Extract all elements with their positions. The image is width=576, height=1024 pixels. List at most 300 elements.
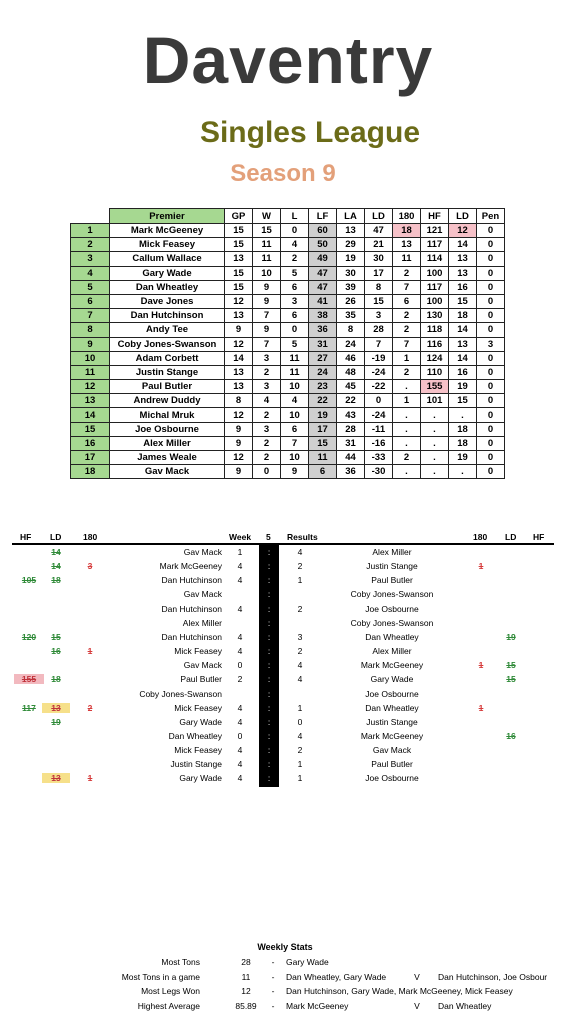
- column-header: LD: [365, 209, 393, 224]
- score-separator: :: [267, 716, 271, 727]
- home-ld: 14: [51, 547, 61, 557]
- column-header: LF: [309, 209, 337, 224]
- league-header-row: [71, 209, 505, 224]
- stat-cell: 0: [477, 280, 505, 294]
- result-row: [0, 688, 576, 702]
- home-score: 0: [237, 660, 243, 671]
- away-player: Mark McGeeney: [360, 730, 424, 741]
- result-row: [0, 673, 576, 687]
- stat-cell: 7: [393, 337, 421, 351]
- away-score: 1: [297, 773, 303, 784]
- stat-cell: 38: [309, 309, 337, 323]
- home-score: 4: [237, 759, 243, 770]
- player-name-cell: Mark McGeeney: [110, 224, 225, 238]
- away-score: 2: [297, 646, 303, 657]
- position-cell: 10: [71, 351, 110, 365]
- stat-vs: V: [414, 971, 420, 982]
- away-player: Joe Osbourne: [365, 773, 419, 784]
- stat-cell: 22: [309, 394, 337, 408]
- column-header: 180: [393, 209, 421, 224]
- away-score: 1: [297, 759, 303, 770]
- table-row: [71, 365, 505, 379]
- stat-cell: 7: [253, 309, 281, 323]
- stat-cell: 0: [477, 380, 505, 394]
- stat-cell: 14: [225, 351, 253, 365]
- table-row: [71, 280, 505, 294]
- stat-cell: 36: [309, 323, 337, 337]
- home-score: 4: [237, 745, 243, 756]
- score-separator: :: [267, 631, 271, 642]
- player-name-cell: Dave Jones: [110, 294, 225, 308]
- stat-cell: 11: [253, 238, 281, 252]
- stat-cell: 3: [477, 337, 505, 351]
- stat-cell: 13: [225, 252, 253, 266]
- stat-cell: 9: [225, 422, 253, 436]
- results-divider: [12, 543, 554, 545]
- home-player: Mark McGeeney: [159, 561, 222, 572]
- away-180-header: 180: [473, 532, 488, 542]
- stat-cell: 0: [253, 465, 281, 479]
- stat-label: Most Tons in a game: [121, 971, 200, 982]
- home-score: 0: [237, 730, 243, 741]
- stat-cell: 60: [309, 224, 337, 238]
- table-row: [71, 294, 505, 308]
- stat-cell: 0: [477, 252, 505, 266]
- result-row: [0, 702, 576, 716]
- stat-cell: 100: [421, 294, 449, 308]
- stats-row: [0, 972, 576, 986]
- stat-cell: 101: [421, 394, 449, 408]
- away-score: 4: [297, 547, 303, 557]
- home-ld: 18: [51, 575, 61, 586]
- away-player: Coby Jones-Swanson: [350, 589, 434, 600]
- stat-cell: 31: [337, 436, 365, 450]
- league-table: [70, 208, 505, 479]
- away-player: Paul Butler: [371, 575, 413, 586]
- stat-cell: 0: [477, 238, 505, 252]
- score-separator: :: [267, 646, 271, 657]
- stat-cell: 2: [253, 408, 281, 422]
- stat-cell: 3: [281, 294, 309, 308]
- stat-cell: 2: [393, 309, 421, 323]
- stat-cell: 121: [421, 224, 449, 238]
- home-score: 4: [237, 603, 243, 614]
- stat-cell: 13: [393, 238, 421, 252]
- player-name-cell: Dan Wheatley: [110, 280, 225, 294]
- stat-cell: 3: [253, 351, 281, 365]
- stats-row: [0, 957, 576, 971]
- stat-cell: 19: [449, 451, 477, 465]
- league-subtitle: Singles League: [199, 116, 421, 149]
- stat-cell: 48: [337, 365, 365, 379]
- stat-cell: .: [421, 436, 449, 450]
- home-ld: 14: [51, 561, 61, 572]
- table-row: [71, 351, 505, 365]
- stat-cell: 12: [225, 451, 253, 465]
- player-name-cell: Michal Mruk: [110, 408, 225, 422]
- stat-cell: 11: [281, 365, 309, 379]
- score-separator: :: [267, 547, 271, 557]
- home-player: Dan Wheatley: [168, 730, 222, 741]
- stat-cell: 12: [225, 294, 253, 308]
- stat-cell: 155: [421, 380, 449, 394]
- stat-label: Highest Average: [137, 1000, 200, 1011]
- away-player: Paul Butler: [371, 759, 413, 770]
- week-number: 5: [266, 532, 271, 542]
- table-row: [71, 408, 505, 422]
- player-name-cell: Dan Hutchinson: [110, 309, 225, 323]
- stat-value: 11: [241, 971, 251, 982]
- stat-cell: 100: [421, 266, 449, 280]
- stat-cell: 3: [365, 309, 393, 323]
- result-row: [0, 574, 576, 588]
- home-player: Gary Wade: [179, 773, 222, 784]
- stat-cell: 27: [309, 351, 337, 365]
- stat-cell: 2: [281, 252, 309, 266]
- stat-cell: 47: [309, 280, 337, 294]
- stat-cell: .: [449, 465, 477, 479]
- stat-cell: 2: [393, 323, 421, 337]
- stat-cell: 39: [337, 280, 365, 294]
- stat-cell: 6: [281, 422, 309, 436]
- column-header: L: [281, 209, 309, 224]
- stat-cell: 0: [477, 224, 505, 238]
- away-score: 2: [297, 603, 303, 614]
- position-cell: 12: [71, 380, 110, 394]
- stat-cell: 9: [281, 465, 309, 479]
- column-header: LA: [337, 209, 365, 224]
- player-name-cell: Mick Feasey: [110, 238, 225, 252]
- home-score: 4: [237, 716, 243, 727]
- home-ld: 16: [51, 646, 61, 657]
- away-score: 4: [297, 730, 303, 741]
- stat-dash: -: [271, 971, 275, 982]
- stat-cell: 117: [421, 238, 449, 252]
- player-name-cell: Alex Miller: [110, 436, 225, 450]
- stat-cell: 0: [365, 394, 393, 408]
- result-row: [0, 603, 576, 617]
- away-player: Dan Wheatley: [365, 702, 419, 713]
- home-player: Gav Mack: [183, 660, 222, 671]
- home-hf: 155: [14, 674, 44, 684]
- stat-cell: 15: [225, 238, 253, 252]
- stat-cell: .: [449, 408, 477, 422]
- stat-value: 28: [241, 957, 251, 967]
- stat-cell: 15: [449, 294, 477, 308]
- stat-cell: 15: [225, 280, 253, 294]
- position-cell: 16: [71, 436, 110, 450]
- stat-cell: 11: [253, 252, 281, 266]
- away-ld: 19: [506, 631, 516, 642]
- result-row: [0, 546, 576, 560]
- player-name-cell: Andy Tee: [110, 323, 225, 337]
- stat-cell: 16: [449, 365, 477, 379]
- stat-cell: 17: [365, 266, 393, 280]
- table-row: [71, 309, 505, 323]
- stat-cell: 10: [281, 451, 309, 465]
- home-180: 3: [87, 561, 93, 572]
- stat-dash: -: [271, 957, 275, 967]
- stat-cell: 15: [365, 294, 393, 308]
- stat-cell: 3: [253, 380, 281, 394]
- result-row: [0, 588, 576, 602]
- stat-cell: 116: [421, 337, 449, 351]
- stat-cell: 36: [337, 465, 365, 479]
- position-cell: 13: [71, 394, 110, 408]
- away-score: 0: [297, 716, 303, 727]
- home-hf: 120: [21, 631, 37, 642]
- stat-cell: 16: [449, 280, 477, 294]
- stat-cell: 13: [225, 309, 253, 323]
- stat-cell: 18: [393, 224, 421, 238]
- stat-cell: 35: [337, 309, 365, 323]
- position-cell: 1: [71, 224, 110, 238]
- player-name-cell: Gav Mack: [110, 465, 225, 479]
- stat-opponent: Dan Hutchinson, Joe Osbour: [438, 971, 548, 982]
- stat-cell: 23: [309, 380, 337, 394]
- stat-cell: 24: [309, 365, 337, 379]
- stat-cell: 2: [393, 451, 421, 465]
- score-separator: :: [267, 674, 271, 685]
- stat-cell: 118: [421, 323, 449, 337]
- stat-cell: .: [393, 436, 421, 450]
- stat-cell: 18: [449, 422, 477, 436]
- stat-cell: 4: [281, 238, 309, 252]
- stat-cell: 0: [477, 394, 505, 408]
- home-ld: 13: [42, 773, 70, 783]
- home-player: Dan Hutchinson: [161, 575, 222, 586]
- home-180: 1: [87, 646, 93, 657]
- stat-value: 85.89: [235, 1000, 257, 1011]
- home-hf: 117: [22, 702, 36, 713]
- result-row: [0, 716, 576, 730]
- home-score: 4: [237, 646, 243, 657]
- away-ld-header: LD: [505, 532, 517, 542]
- position-cell: 14: [71, 408, 110, 422]
- stat-cell: -24: [365, 365, 393, 379]
- stat-cell: -11: [365, 422, 393, 436]
- table-row: [71, 394, 505, 408]
- player-name-cell: Gary Wade: [110, 266, 225, 280]
- stat-cell: .: [421, 465, 449, 479]
- stat-cell: 114: [421, 252, 449, 266]
- position-cell: 5: [71, 280, 110, 294]
- stat-cell: 13: [337, 224, 365, 238]
- position-cell: 6: [71, 294, 110, 308]
- stat-cell: 47: [365, 224, 393, 238]
- stat-cell: 110: [421, 365, 449, 379]
- stat-cell: -22: [365, 380, 393, 394]
- home-player: Alex Miller: [182, 617, 222, 628]
- home-score: 4: [237, 631, 243, 642]
- stat-cell: 17: [309, 422, 337, 436]
- away-player: Alex Miller: [372, 646, 412, 657]
- stat-cell: 13: [449, 337, 477, 351]
- position-cell: 2: [71, 238, 110, 252]
- away-score: 3: [297, 631, 303, 642]
- stat-cell: 12: [225, 408, 253, 422]
- stat-cell: 9: [225, 465, 253, 479]
- stat-cell: 9: [225, 323, 253, 337]
- home-180: 1: [87, 773, 93, 784]
- result-row: [0, 772, 576, 786]
- table-row: [71, 422, 505, 436]
- stat-cell: 28: [337, 422, 365, 436]
- stat-cell: 15: [309, 436, 337, 450]
- stat-cell: 0: [477, 365, 505, 379]
- stat-cell: 2: [253, 451, 281, 465]
- stat-cell: 9: [253, 294, 281, 308]
- stat-cell: 22: [337, 394, 365, 408]
- home-player: Mick Feasey: [174, 646, 222, 657]
- away-player: Gary Wade: [370, 674, 414, 685]
- score-separator: :: [267, 759, 271, 770]
- results-label: Results: [287, 532, 318, 542]
- stat-cell: 4: [253, 394, 281, 408]
- division-header: Premier: [110, 209, 225, 224]
- blank-header-cell: [71, 209, 110, 224]
- stat-cell: 11: [393, 252, 421, 266]
- stat-cell: 6: [309, 465, 337, 479]
- home-score: 1: [237, 547, 243, 557]
- home-ld: 19: [51, 716, 61, 727]
- stat-cell: 13: [225, 365, 253, 379]
- table-row: [71, 451, 505, 465]
- stat-cell: .: [393, 422, 421, 436]
- stat-cell: 0: [477, 351, 505, 365]
- stat-cell: 3: [253, 422, 281, 436]
- stat-cell: 44: [337, 451, 365, 465]
- result-row: [0, 730, 576, 744]
- result-row: [0, 758, 576, 772]
- stat-cell: 130: [421, 309, 449, 323]
- stat-cell: 8: [365, 280, 393, 294]
- player-name-cell: Coby Jones-Swanson: [110, 337, 225, 351]
- stat-cell: 0: [477, 309, 505, 323]
- stat-cell: 6: [281, 309, 309, 323]
- score-separator: :: [267, 702, 271, 713]
- stat-cell: 0: [477, 451, 505, 465]
- stat-cell: 5: [281, 266, 309, 280]
- home-ld: 15: [51, 631, 61, 642]
- player-name-cell: James Weale: [110, 451, 225, 465]
- stat-cell: 14: [449, 238, 477, 252]
- stat-cell: 21: [365, 238, 393, 252]
- column-header: HF: [421, 209, 449, 224]
- stat-cell: 31: [309, 337, 337, 351]
- home-player: Coby Jones-Swanson: [139, 688, 222, 699]
- stat-cell: 28: [365, 323, 393, 337]
- season-label: Season 9: [230, 160, 336, 187]
- home-player: Gary Wade: [179, 716, 222, 727]
- position-cell: 4: [71, 266, 110, 280]
- score-separator: :: [267, 773, 271, 784]
- home-180: 2: [87, 702, 93, 713]
- away-ld: 15: [506, 660, 516, 671]
- stat-label: Most Legs Won: [141, 986, 200, 996]
- position-cell: 17: [71, 451, 110, 465]
- stat-player: Dan Wheatley, Gary Wade: [286, 971, 387, 982]
- stat-cell: 0: [477, 294, 505, 308]
- away-180: 1: [478, 702, 484, 713]
- stat-cell: 8: [225, 394, 253, 408]
- stat-cell: 1: [393, 394, 421, 408]
- stat-opponent: Dan Wheatley: [438, 1000, 492, 1011]
- away-ld: 16: [506, 730, 516, 741]
- stat-cell: 0: [477, 408, 505, 422]
- stat-cell: 18: [449, 436, 477, 450]
- stat-cell: 43: [337, 408, 365, 422]
- away-180: 1: [478, 660, 484, 671]
- score-separator: :: [267, 688, 271, 699]
- stat-cell: .: [393, 408, 421, 422]
- position-cell: 8: [71, 323, 110, 337]
- stat-player: Mark McGeeney: [286, 1000, 349, 1011]
- player-name-cell: Joe Osbourne: [110, 422, 225, 436]
- stat-cell: 9: [225, 436, 253, 450]
- table-row: [71, 238, 505, 252]
- stat-cell: 7: [253, 337, 281, 351]
- table-row: [71, 323, 505, 337]
- stat-cell: 19: [337, 252, 365, 266]
- position-cell: 9: [71, 337, 110, 351]
- away-player: Justin Stange: [366, 561, 418, 572]
- home-player: Dan Hutchinson: [161, 603, 222, 614]
- stat-cell: 24: [337, 337, 365, 351]
- home-player: Mick Feasey: [174, 702, 222, 713]
- column-header: GP: [225, 209, 253, 224]
- stat-cell: 26: [337, 294, 365, 308]
- position-cell: 7: [71, 309, 110, 323]
- table-row: [71, 436, 505, 450]
- stat-cell: -16: [365, 436, 393, 450]
- stat-cell: 19: [449, 380, 477, 394]
- stat-cell: 4: [281, 394, 309, 408]
- stat-cell: 7: [281, 436, 309, 450]
- player-name-cell: Andrew Duddy: [110, 394, 225, 408]
- stat-cell: 11: [281, 351, 309, 365]
- stat-cell: -30: [365, 465, 393, 479]
- weekly-stats-title: Weekly Stats: [257, 942, 313, 952]
- stat-cell: 124: [421, 351, 449, 365]
- hf-header: HF: [20, 532, 32, 542]
- stat-cell: 15: [253, 224, 281, 238]
- stat-cell: -19: [365, 351, 393, 365]
- stat-cell: .: [421, 422, 449, 436]
- home-player: Gav Mack: [183, 547, 222, 557]
- table-row: [71, 266, 505, 280]
- stat-cell: 0: [477, 323, 505, 337]
- stat-cell: 2: [253, 436, 281, 450]
- table-row: [71, 224, 505, 238]
- stat-cell: .: [421, 408, 449, 422]
- stat-player: Gary Wade: [286, 957, 329, 967]
- result-row: [0, 744, 576, 758]
- week-header: Week: [229, 532, 252, 542]
- away-player: Dan Wheatley: [365, 631, 419, 642]
- home-score: 4: [237, 575, 243, 586]
- away-player: Joe Osbourne: [365, 603, 419, 614]
- stat-dash: -: [271, 1000, 275, 1011]
- stat-cell: 12: [449, 224, 477, 238]
- home-hf: 105: [21, 575, 37, 586]
- home-ld: 18: [51, 674, 61, 685]
- stat-cell: 2: [253, 365, 281, 379]
- stat-cell: 6: [393, 294, 421, 308]
- away-score: 2: [297, 745, 303, 756]
- position-cell: 15: [71, 422, 110, 436]
- stat-cell: 29: [337, 238, 365, 252]
